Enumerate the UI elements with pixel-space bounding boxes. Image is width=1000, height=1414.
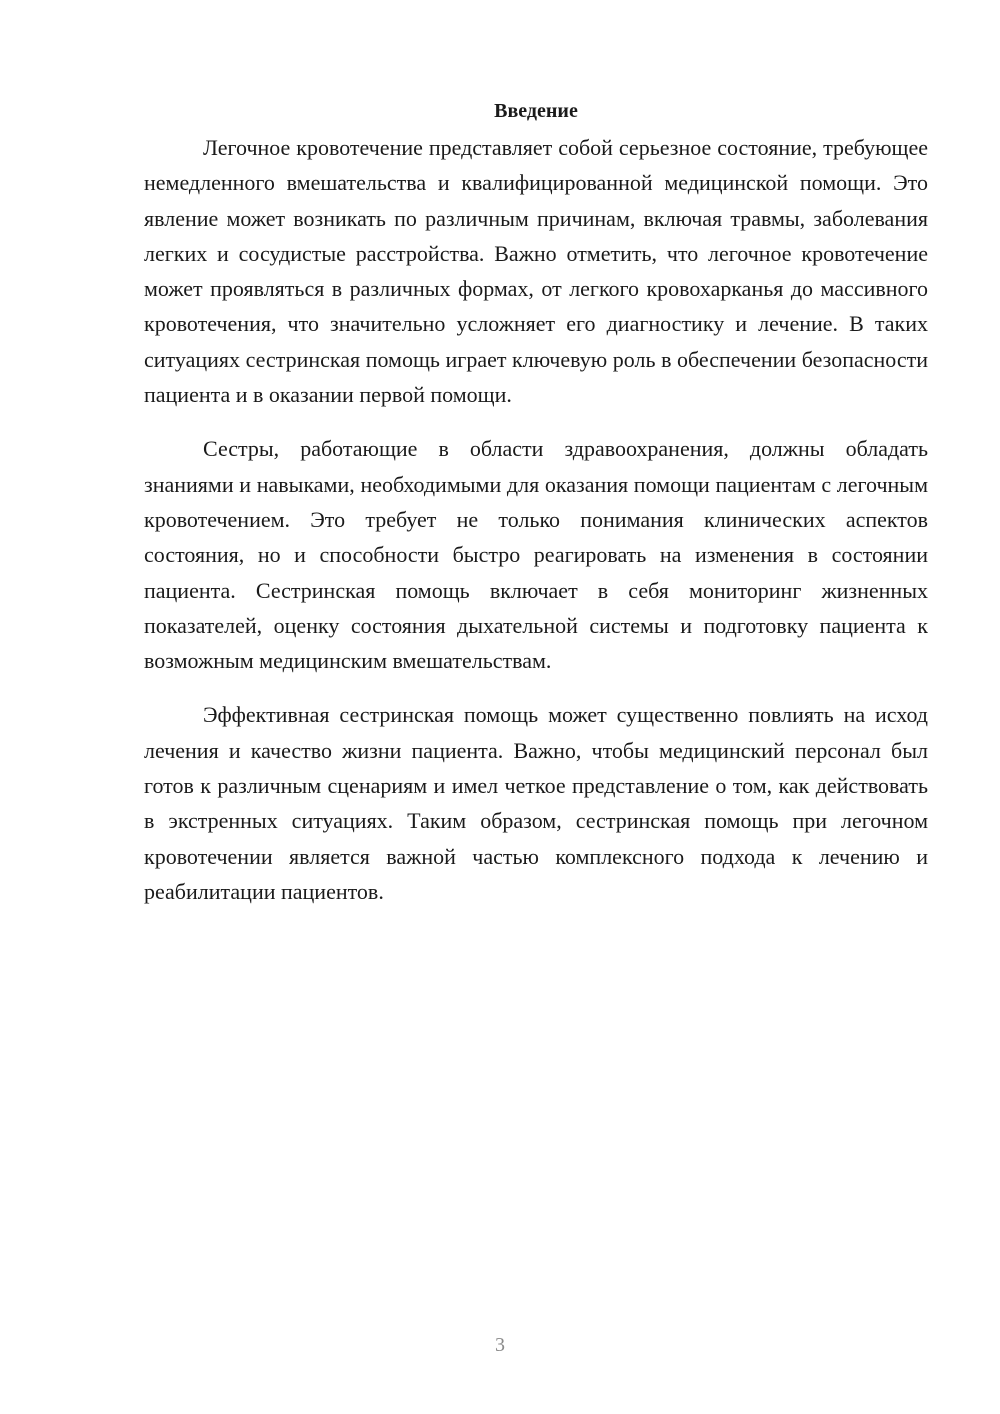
page-number: 3 <box>495 1334 505 1356</box>
paragraph-2: Сестры, работающие в области здравоохранения, должны обладать знаниями и навыками, необходимыми для оказания помощи пациентам с легочным кровотечением. Это требует не только понимания клинических аспектов состояния, но и способности быстро реагировать на изменения в состоянии пациента. Сестринская помощь включает в себя мониторинг жизненных показателей, оценку состояния дыхательной системы и подготовку пациента к возможным медицинским вмешательствам. <box>144 436 928 674</box>
paragraph-1: Легочное кровотечение представляет собой серьезное состояние, требующее немедленного вмешательства и квалифицированной медицинской помощи. Это явление может возникать по различным причинам, включая травмы, заболевания легких и сосудистые расстройства. Важно отметить, что легочное кровотечение может проявляться в различных формах, от легкого кровохарканья до массивного кровотечения, что значительно усложняет его диагностику и лечение. В таких ситуациях сестринская помощь играет ключевую роль в обеспечении безопасности пациента и в оказании первой помощи. <box>144 135 928 408</box>
page-content <box>144 96 928 928</box>
section-title: Введение <box>494 100 578 122</box>
paragraph-3: Эффективная сестринская помощь может существенно повлиять на исход лечения и качество жизни пациента. Важно, чтобы медицинский персонал был готов к различным сценариям и имел четкое представление о том, как действовать в экстренных ситуациях. Таким образом, сестринская помощь при легочном кровотечении является важной частью комплексного подхода к лечению и реабилитации пациентов. <box>144 702 928 904</box>
